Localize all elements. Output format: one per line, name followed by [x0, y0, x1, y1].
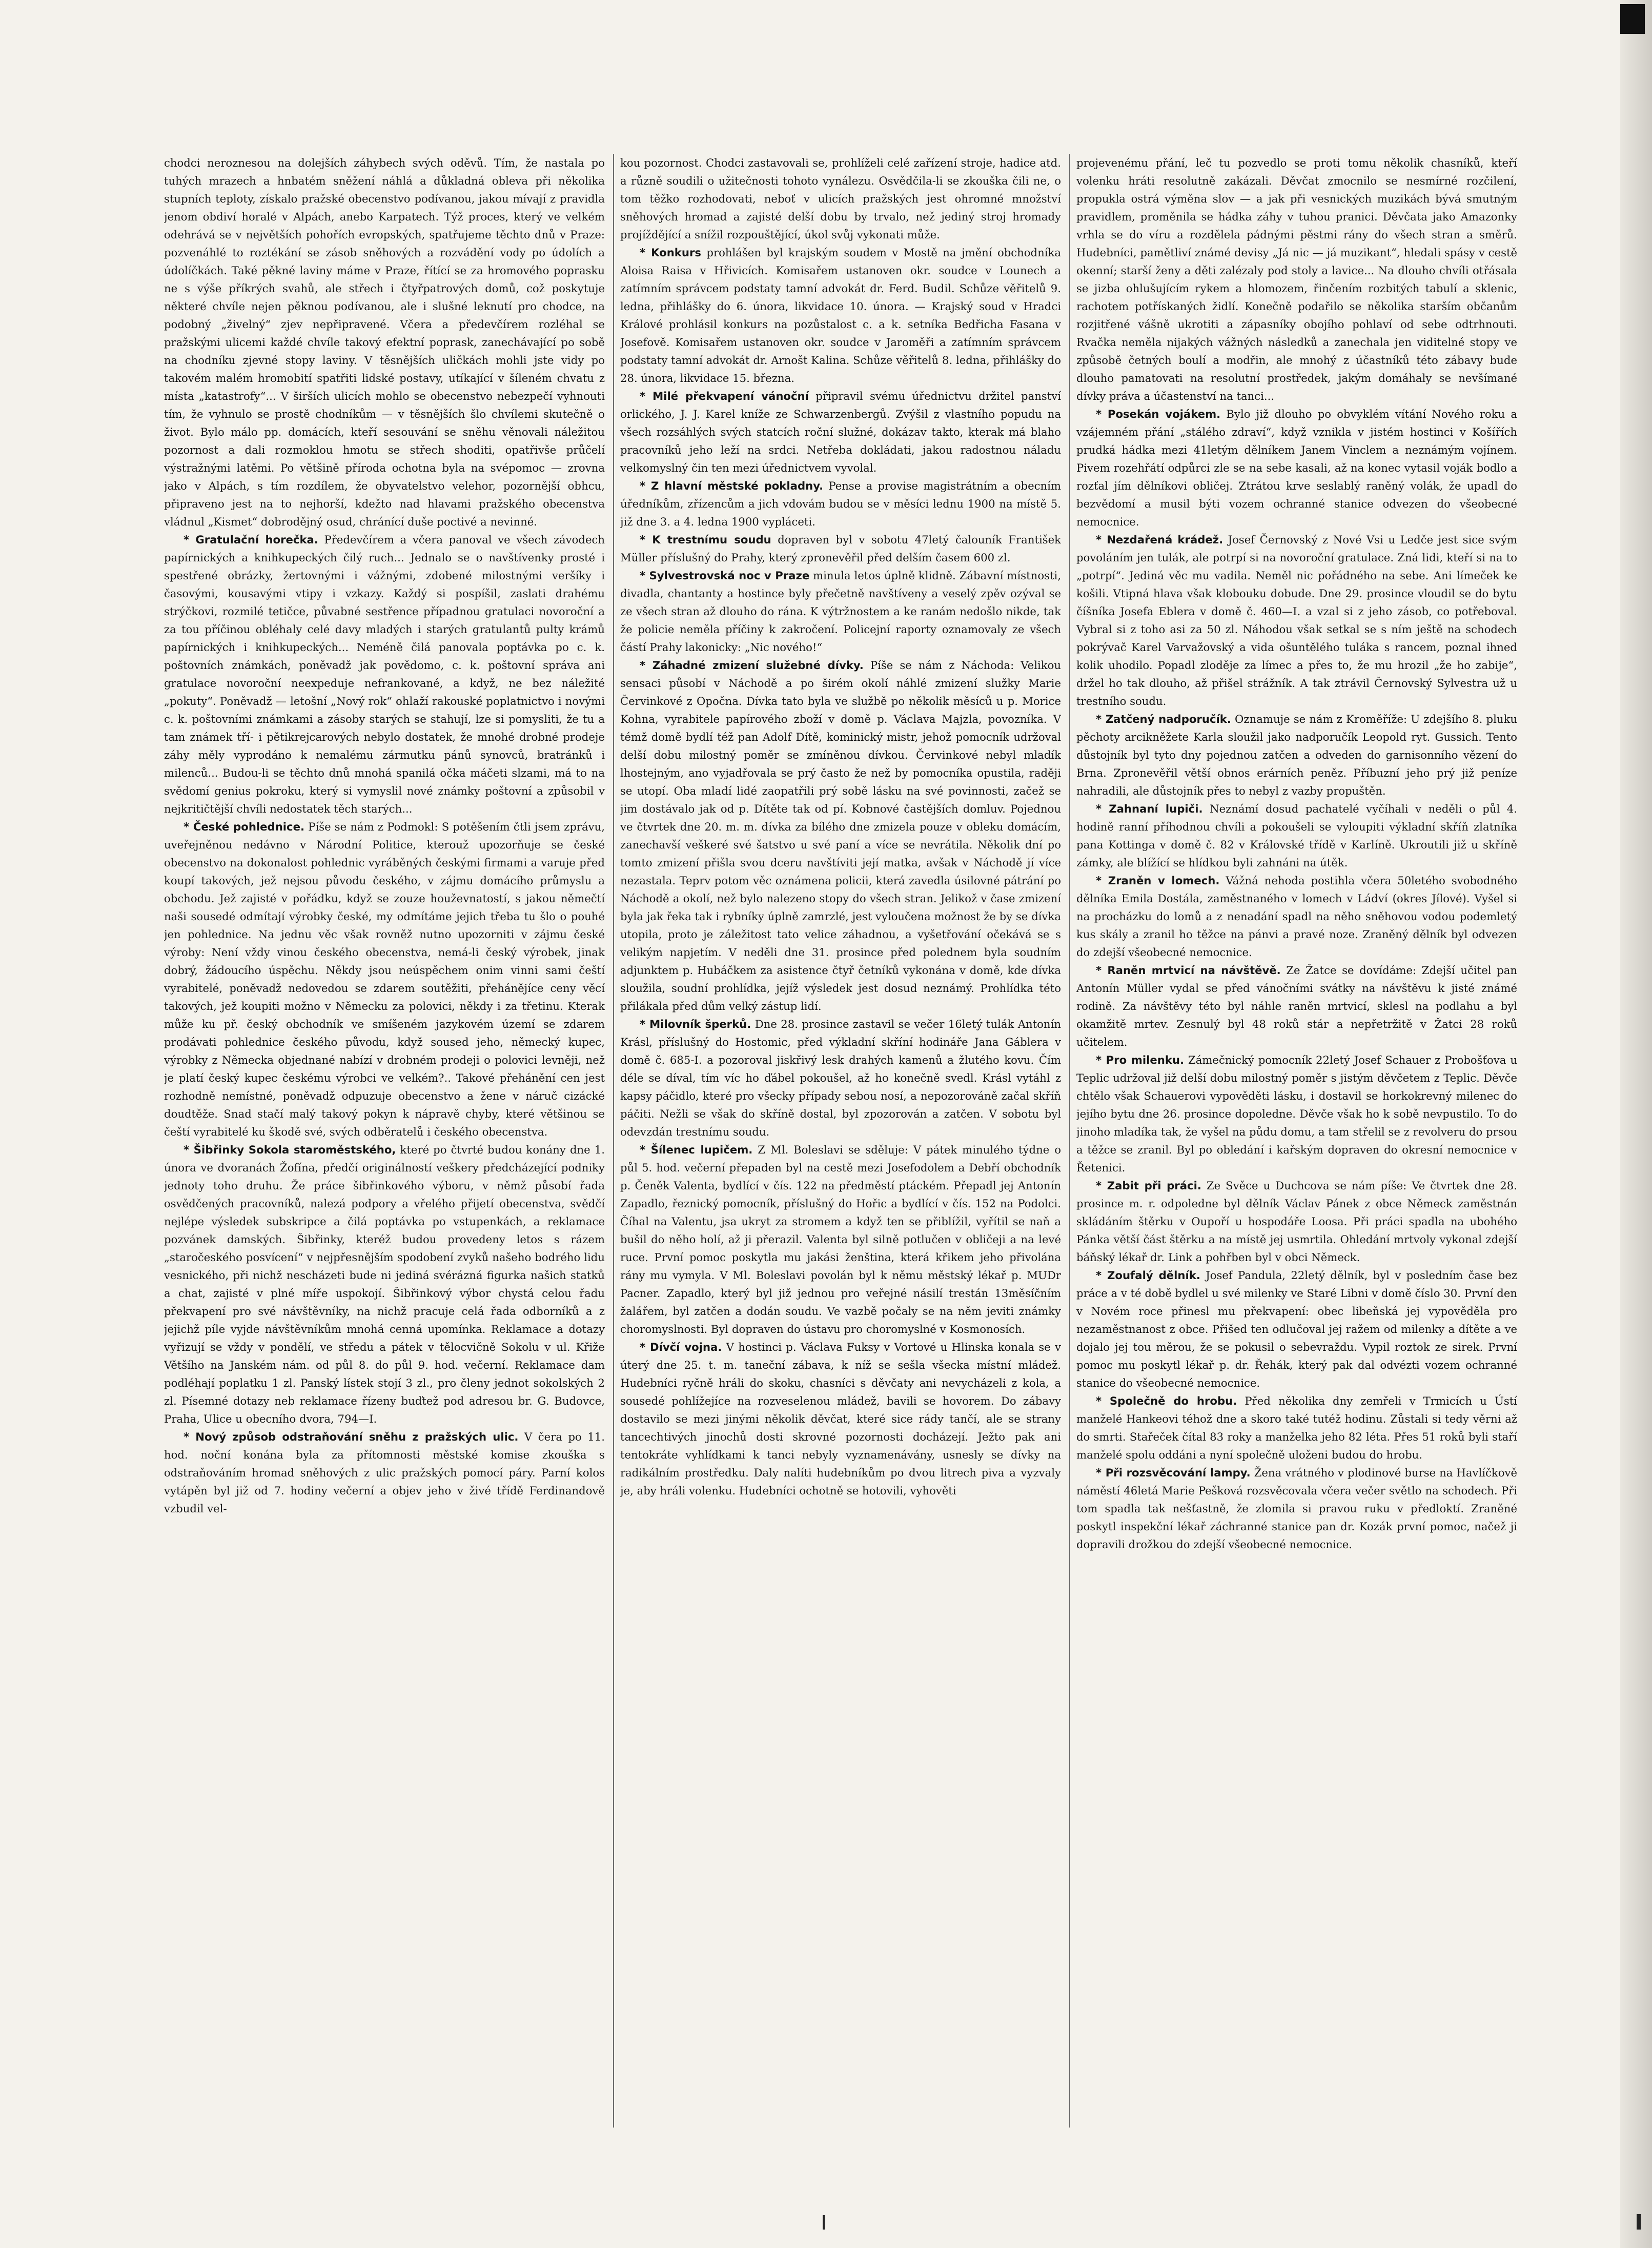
news-item [164, 1428, 605, 1517]
news-item [1076, 531, 1517, 710]
item-headline: * Dívčí vojna. [640, 1341, 722, 1353]
item-body: prohlášen byl krajským soudem v Mostě na jmění obchodníka Aloisa Raisa v Hřivicích. Komisařem ustanoven okr. soudce v Lounech a zatímním správcem podstaty tamní advokát dr. Ferd. Budil. Schůze věřitelů 9. ledna, přihlášky do 6. února, likvidace 10. února. — Krajský soud v Hradci Králové prohlásil konkurs na pozůstalost c. a k. setníka Bedřicha Fasana v Josefově. Komisařem ustanoven okr. soudce v Jaroměři a zatímním správcem podstaty tamní advokát dr. Arnošt Kalina. Schůze věřitelů 8. ledna, přihlášky do 28. února, likvidace 15. března. [620, 246, 1061, 384]
item-headline: * Z hlavní městské pokladny. [640, 479, 824, 492]
news-item [1076, 961, 1517, 1051]
page-edge [1620, 0, 1652, 2248]
item-body: které po čtvrté budou konány dne 1. února ve dvoranách Žofína, předčí originálností veškery předcházející podniky jednoty toho druhu. Že práce šibřinkového výboru, v němž působí řada osvědčených pracovníků, nalezá podpory a vřelého přijetí obecenstva, svědčí nejlépe výsledek subskripce a čilá poptávka po vstupenkách, a reklamace pozvánek damských. Šibřinky, kteréž budou provedeny letos s rázem „staročeského posvícení“ v nejpřesnějším spodobení zvyků našeho bodrého lidu vesnického, při nichž nescházeti bude ni jediná svérázná figurka našich statků a chat, zajisté v plné míře uspokojí. Šibřinkový výbor chystá celou řadu překvapení pro své návštěvníky, na nichž pracuje celá řada odborníků a z jejichž píle vyjde návštěvníkům mnohá cenná upomínka. Reklamace a dotazy vyřizují se vždy v pondělí, ve středu a pátek v tělocvičně Sokolu v ul. Křiže Většího na Janském nám. od půl 8. do půl 9. hod. večerní. Reklamace dam podléhají poplatku 1 zl. Panský lístek stojí 3 zl., pro členy jednot sokolských 2 zl. Písemné dotazy neb reklamace řízeny buďtež pod adresou br. G. Budovce, Praha, Ulice u obecního dvora, 794—I. [164, 1143, 605, 1425]
news-item [620, 1015, 1061, 1141]
newspaper-page [164, 154, 1548, 2128]
continued-text [164, 154, 605, 531]
binding-mark [1637, 2214, 1641, 2230]
item-headline: * Sylvestrovská noc v Praze [640, 569, 810, 582]
continued-text [620, 154, 1061, 244]
item-body: chodci neroznesou na dolejších záhybech svých oděvů. Tím, že nastala po tuhých mrazech a hnbatém sněžení náhlá a důkladná obleva při několika stupních teploty, získalo pražské obecenstvo podívanou, jakou mívají z pravidla jenom obdiví horalé v Alpách, anebo Karpatech. Týž proces, který ve velkém odehrává se v největších pohořích evropských, spatřujeme těchto dnů v Praze: pozvenáhlé to roztékání se zásob sněhových a rozvádění vody po údolích a údolíčkách. Také pěkné laviny máme v Praze, řítící se za hromového poprasku ne s výše příkrých svahů, ale střech i čtyřpatrových domů, což poskytuje některé chvíle nejen pěknou podívanou, ale i slušné leknutí pro chodce, na podobný „živelný“ zjev nepřipravené. Včera a předevčírem rozléhal se pražskými ulicemi každé chvíle takový efektní poprask, zanechávající po sobě na chodníku zjevné stopy laviny. V těsnějších uličkách mohli jste vidy po takovém malém hromobití spatřiti lidské postavy, utíkající v šíleném chvatu z místa „katastrofy“... V širších ulicích mohlo se obecenstvo nebezpečí vyhnouti tím, že vyhnulo se prostě chodníkům — v těsnějších šlo chvílemi skutečně o život. Bylo málo pp. domácích, kteří sesouvání se sněhu věnovali náležitou pozornost a dali rozmoklou hmotu se střech shoditi, opatřivše průčelí výstražnými latěmi. Po většině příroda ochotna byla na svépomoc — zrovna jako v Alpách, s tím rozdílem, že obyvatelstvo velehor, pozornější obhcu, připraveno jest na to nejhorší, kdežto nad hlavami pražského obecenstva vládnul „Kismet“ dobrodějný osud, chránící duše poctivé a nevinné. [164, 156, 605, 528]
item-headline: * Šílenec lupičem. [640, 1143, 753, 1156]
item-body: Z Ml. Boleslavi se sděluje: V pátek minulého týdne o půl 5. hod. večerní přepaden byl na cestě mezi Josefodolem a Debří obchodník p. Čeněk Valenta, bydlící v čís. 122 na předměstí ptáckém. Přepadl jej Antonín Zapadlo, řeznický pomocník, příslušný do Hořic a bydlící v čís. 152 na Podolci. Číhal na Valentu, jsa ukryt za stromem a když ten se přiblížil, vyřítil se naň a bušil do něho holí, až ji přerazil. Valenta byl silně potlučen v obličeji a na levé ruce. První pomoc poskytla mu jakási ženština, která křikem jeho přivolána rány mu vymyla. V Ml. Boleslavi povolán byl k němu městský lékař p. MUDr Pacner. Zapadlo, který byl již jednou pro veřejné násilí trestán 13měsíčním žalářem, byl zatčen a dodán soudu. Ve vazbě počaly se na něm jeviti známky choromyslnosti. Byl dopraven do ústavu pro choromyslné v Kosmonosích. [620, 1143, 1061, 1335]
news-item [620, 531, 1061, 566]
column-2 [620, 154, 1061, 2128]
item-headline: * Šibřinky Sokola staroměstského, [183, 1143, 396, 1156]
news-item [620, 477, 1061, 531]
item-body: Zámečnický pomocník 22letý Josef Schauer z Probošťova u Teplic udržoval již delší dobu milostný poměr s jistým děvčetem z Teplic. Děvče chtělo však Schauerovi vypověděti lásku, i dostavil se horkokrevný milenec do jejího bytu dne 26. prosince dopoledne. Děvče však ho k sobě nevpustilo. To do jinoho mladíka tak, že vyšel na půdu domu, a tam střelil se z revolveru do prsou a těžce se zranil. Byl po obledání i kařským dopraven do okresní nemocnice v Řetenici. [1076, 1054, 1517, 1174]
news-item [1076, 1392, 1517, 1464]
item-body: Před několika dny zemřeli v Trmicích u Ústí manželé Hankeovi téhož dne a skoro také tutéž hodinu. Zůstali si tedy věrni až do smrti. Stařeček čítal 83 roky a manželka jeho 82 léta. Přes 51 roků byli staří manželé spolu oddáni a nyní společně uloženi budou do hrobu. [1076, 1394, 1517, 1461]
item-body: Dne 28. prosince zastavil se večer 16letý tulák Antonín Krásl, příslušný do Hostomic, před výkladní skříní hodináře Jana Gáblera v domě č. 685-I. a pozoroval jiskřivý lesk drahých kamenů a žlutého kovu. Čím déle se díval, tím víc ho ďábel pokoušel, až ho konečně svedl. Krásl vytáhl z kapsy páčidlo, které pro všecky případy sebou nosí, a nepozorováně začal skříň páčiti. Nežli se však do skříně dostal, byl zpozorován a zatčen. V sobotu byl odevzdán trestnímu soudu. [620, 1018, 1061, 1138]
item-body: Předevčírem a včera panoval ve všech závodech papírnických a knihkupeckých čilý ruch... Jednalo se o navštívenky prosté i spestřené obrázky, žertovnými i vážnými, zdobené milostnými veršíky i časovými, kousavými vtipy i vzkazy. Každý si pospíšil, zaslati drahému strýčkovi, rozmilé tetičce, půvabné sestřence případnou gratulaci novoroční a za tou příčinou obléhaly celé davy mladých i starých gratulantů pulty krámů papírnických i knihkupeckých... Neméně čilá panovala poptávka po c. k. poštovních známkách, poněvadž jak povědomo, c. k. poštovní správa ani gratulace novoroční neexpeduje nefrankované, a když, ne bez náležité „pokuty“. Poněvadž — letošní „Nový rok“ ohlaží rakouské poplatnictvo i novými c. k. poštovními známkami a zásoby starých se stahují, lze si pomysliti, že tu a tam známek tří- i pětikrejcarových nebylo dostatek, že mnohé drobné prodeje záhy měly vyprodáno k nemalému zármutku pánů synovců, bratránků i milenců... Budou-li se těchto dnů mnohá spanilá očka máčeti slzami, má to na svědomí genius pokroku, který si vymyslil nové známky poštovní a způsobil v nejkritičtější chvíli nedostatek těch starých... [164, 533, 605, 815]
item-headline: * Nový způsob odstraňování sněhu z pražských ulic. [183, 1430, 519, 1443]
item-headline: * Zahnaní lupiči. [1096, 802, 1203, 815]
item-headline: * Zoufalý dělník. [1096, 1269, 1200, 1282]
item-body: dopraven byl v sobotu 47letý čalouník František Müller příslušný do Prahy, který zpronevěřil před delším časem 600 zl. [620, 533, 1061, 564]
footer-mark [823, 2215, 825, 2230]
item-headline: * Nezdařená krádež. [1096, 533, 1223, 546]
item-headline: * Raněn mrtvicí na návštěvě. [1096, 964, 1281, 977]
item-headline: * Posekán vojákem. [1096, 408, 1221, 420]
item-body: Žena vrátného v plodinové burse na Havlíčkově náměstí 46letá Marie Pešková rozsvěcovala včera večer světlo na schodech. Při tom spadla tak nešťastně, že zlomila si pravou ruku v předloktí. Zraněné poskytl inspekční lékař záchranné stanice pan dr. Kozák první pomoc, načež ji dopravili drožkou do zdejší všeobecné nemocnice. [1076, 1466, 1517, 1551]
item-headline: * K trestnímu soudu [640, 533, 771, 546]
column-rule [1069, 154, 1070, 2128]
item-body: Josef Černovský z Nové Vsi u Ledče jest sice svým povoláním jen tulák, ale potrpí si na novoroční gratulace. Zná lidi, kteří si na to „potrpí“. Jediná věc mu vadila. Neměl nic pořádného na sebe. Ani límeček ke košili. Vtipná hlava však klobouku dobude. Dne 29. prosince vloudil se do bytu číšníka Josefa Eblera v domě č. 460—I. a vzal si z jeho zásob, co potřeboval. Vybral si z toho asi za 50 zl. Náhodou však setkal se s ním ještě na schodech pokrývač Karel Varvažovský a vida ošuntělého tuláka s rancem, poznal ihned kolik uhodilo. Popadl zloděje za límec a přes to, že mu hrozil „že ho zabije“, držel ho tak dlouho, až přišel strážník. A tak ztrávil Černovský Sylvestra už u trestního soudu. [1076, 533, 1517, 707]
news-item [164, 818, 605, 1141]
item-body: Oznamuje se nám z Kroměříže: U zdejšího 8. pluku pěchoty arcikněžete Karla sloužil jako nadporučík Leopold ryt. Gussich. Tento důstojník byl tyto dny pojednou zatčen a odveden do garnisonního vězení do Brna. Zpronevěřil větší obnos erárních peněz. Příbuzní jeho prý již peníze nahradili, ale důstojník přes to nebyl z vazby propuštěn. [1076, 713, 1517, 797]
item-body: Píše se nám z Náchoda: Velikou sensaci působí v Náchodě a po širém okolí náhlé zmizení služky Marie Červinkové z Opočna. Dívka tato byla ve službě po několik měsíců u p. Morice Kohna, vyrabitele papírového zboží v domě p. Václava Majzla, povozníka. V témž domě bydlí též pan Adolf Dítě, kominický mistr, jehož pomocník udržoval delší dobu milostný poměr se zmíněnou dívkou. Červinkové nebyl mladík lhostejným, ano vyjadřovala se prý často že než by pomocníka opustila, raději se utopí. Oba mladí lidé zaopatřili prý sobě lásku na své povinnosti, začež se jim dostávalo jak od p. Dítěte tak od pí. Kobnové častějších domluv. Pojednou ve čtvrtek dne 20. m. m. dívka za bílého dne zmizela pouze v obleku domácím, zanechavší veškeré své šatstvo u své paní a více se nevrátila. Několik dní po tomto zmizení přišla svou dceru navštíviti její matka, avšak v Náchodě jí více nezastala. Teprv potom věc oznámena policii, která zavedla úsilovné pátrání po Náchodě a okolí, než bylo nalezeno stopy do všech stran. Jelikož v čase zmizení byla jak řeka tak i rybníky úplně zamrzlé, jest vyloučena možnost že by se dívka utopila, proto je záležitost tato velice záhadnou, a vyšetřování očekává se s velikým napjetím. V neděli dne 31. prosince před polednem byla soudním adjunktem p. Hubáčkem za asistence čtyř četníků vykonána v domě, kde dívka sloužila, soudní prohlídka, jejíž výsledek jest dosud neznámý. Prohlídka této přilákala před dům velký zástup lidí. [620, 659, 1061, 1012]
column-1 [164, 154, 605, 2128]
news-item [620, 656, 1061, 1015]
item-headline: * Zabit při práci. [1096, 1179, 1201, 1192]
news-item [620, 1141, 1061, 1338]
news-item [620, 1338, 1061, 1500]
item-body: projevenému přání, leč tu pozvedlo se proti tomu několik chasníků, kteří volenku hráti resolutně zakázali. Děvčat zmocnilo se nesmírné rozčilení, propukla ostrá výměna slov — a jak při vesnických muzikách bývá smutným pravidlem, proměnila se hádka záhy v tuhou pranici. Děvčata jako Amazonky vrhla se do víru a rozdělela pádnými pěstmi rány do všech stran a směrů. Hudebníci, pamětliví známé devisy „Já nic — já muzikant“, hledali spásy v cestě okenní; starší ženy a děti zalézaly pod stoly a lavice... Na dlouho chvíli otřásala se jizba ohlušujícím rykem a hlomozem, řinčením rozbitých tabulí a sklenic, rachotem potřískaných židlí. Konečně podařilo se několika starším občanům rozjitřené vášně ukrotiti a zápasníky obojího pohlaví od sebe odtrhnouti. Rvačka neměla nijakých vážných následků a zanechala jen viditelné stopy ve způsobě četných boulí a modřin, ale mnohý z účastníků této zábavy bude dlouho pamatovati na resolutní prostředek, jakým domáhaly se nevšímané dívky práva a účastenství na tanci... [1076, 156, 1517, 402]
news-item [1076, 1051, 1517, 1177]
item-headline: * Zraněn v lomech. [1096, 874, 1220, 887]
news-item [1076, 1177, 1517, 1266]
news-item [620, 566, 1061, 656]
item-body: Vážná nehoda postihla včera 50letého svobodného dělníka Emila Dostála, zaměstnaného v lomech v Ládví (okres Jílové). Vyšel si na procházku do lomů a z nenadání spadl na něho sněhovou vodou podemletý kus skály a zranil ho těžce na pánvi a pravé noze. Zraněný dělník byl odvezen do zdejší všeobecné nemocnice. [1076, 874, 1517, 959]
item-body: Pense a provise magistrátním a obecním úředníkům, zřízencům a jich vdovám budou se v měsíci lednu 1900 na místě 5. již dne 3. a 4. ledna 1900 vypláceti. [620, 479, 1061, 528]
item-body: Josef Pandula, 22letý dělník, byl v posledním čase bez práce a v té době bydlel u své milenky ve Staré Libni v domě číslo 30. První den v Novém roce přinesl mu překvapení: obec libeňská jej vypověděla pro nezaměstnanost z obce. Přišed ten odlučoval jej ražem od milenky a dítěte a ve dojalo jej tou měrou, že se pokusil o sebevraždu. Vypil roztok ze sirek. První pomoc mu poskytl lékař p. dr. Řehák, který pak dal odvézti vozem ochranné stanice do všeobecné nemocnice. [1076, 1269, 1517, 1389]
item-headline: * Gratulační horečka. [183, 533, 318, 546]
item-body: V hostinci p. Václava Fuksy v Vortové u Hlinska konala se v úterý dne 25. t. m. taneční zábava, k níž se sešla všecka místní mládež. Hudebníci ryčně hráli do skoku, chasníci s děvčaty ani nevycházeli z kola, a sousedé pohlížejíce na rozveselenou mládež, bavili se hovorem. Do zábavy dostavilo se mezi jinými několik děvčat, které sice rády tančí, ale se strany tancechtivých jinochů dosti skrovné pozornosti docházejí. Ježto pak ani tentokráte vyhlídkami k tanci nebyly vyznamenávány, usnesly se dívky na radikálním prostředku. Daly nalíti hudebníkům po dvou litrech piva a vyzvaly je, aby hráli volenku. Hudebníci ochotně se hotovili, vyhověti [620, 1341, 1061, 1497]
item-body: minula letos úplně klidně. Zábavní místnosti, divadla, chantanty a hostince byly přečetně navštíveny a veselý zpěv ozýval se ze všech stran až dlouho do rána. K výtržnostem a ke ranám nedošlo nikde, tak že policie neměla příčiny k zakročení. Policejní raporty oznamovaly ze všech částí Prahy lakonicky: „Nic nového!“ [620, 569, 1061, 654]
item-headline: * Záhadné zmizení služebné dívky. [640, 659, 864, 672]
news-item [1076, 872, 1517, 961]
item-headline: * Pro milenku. [1096, 1054, 1185, 1066]
item-body: Ze Žatce se dovídáme: Zdejší učitel pan Antonín Müller vydal se před vánočními svátky na návštěvu k jisté známé rodině. Za návštěvy této byl náhle raněn mrtvicí, sklesl na podlahu a byl okamžitě mrtev. Zesnulý byl 48 roků stár a nepřetržitě v Žatci 28 roků učitelem. [1076, 964, 1517, 1048]
item-body: kou pozornost. Chodci zastavovali se, prohlíželi celé zařízení stroje, hadice atd. a různě soudili o užitečnosti tohoto vynálezu. Osvědčila-li se zkouška čili ne, o tom těžko rozhodovati, neboť v ulicích pražských jest ohromné množství sněhových hromad a zajisté delší dobu by trvalo, než jediný stroj hromady projíždějící a snížil rozpouštějící, úkol svůj vykonati může. [620, 156, 1061, 241]
item-headline: * Při rozsvěcování lampy. [1096, 1466, 1251, 1479]
news-item [1076, 1266, 1517, 1392]
item-body: připravil svému úřednictvu držitel panství orlického, J. J. Karel kníže ze Schwarzenbergů. Zvýšil z vlastního popudu na všech rozsáhlých svých statcích roční služné, dokázav takto, kterak má blaho pracovníků jeho leží na srdci. Netřeba dokládati, jakou radostnou náladu velkomyslný čin ten mezi úřednictvem vyvolal. [620, 390, 1061, 474]
news-item [1076, 405, 1517, 531]
item-headline: * České pohlednice. [183, 820, 305, 833]
item-body: Píše se nám z Podmokl: S potěšením čtli jsem zprávu, uveřejněnou nedávno v Národní Politice, kterouž upozorňuje se české obecenstvo na dokonalost pohlednic vyráběných českými firmami a varuje před koupí takových, jež nejsou původu českého, v zájmu domácího průmyslu a obchodu. Jež zajisté v pořádku, když se zouze houževnatostí, s jakou němečtí naši sousedé odmítají výrobky české, my odmítáme jejich třeba tu šlo o pouhé jen pohlednice. Na jednu věc však rovněž nutno upozorniti v zájmu české výroby: Není vždy vinou českého obecenstva, nemá-li český výrobek, jinak dobrý, žádoucího úspěchu. Někdy jsou neúspěchem onim vinni sami čeští vyrabitelé, poněvadž nedovedou se zdarem soutěžiti, přehánějíce ceny věcí takových, jež koupiti možno v Německu za polovici, někdy i za třetinu. Kterak může ku př. český obchodník ve smíšeném jazykovém území se zdarem prodávati pohlednice českého původu, když soused jeho, německý kupec, výrobky z Německa objednané nabízí v drobném prodeji o polovici levněji, než je platí český kupec českému výrobci ve velkém?.. Takové přehánění cen jest rozhodně nemístné, poněvadž odpuzuje obecenstvo a žene v náruč cizácké doudtěže. Snad stačí malý takový pokyn k nápravě chyby, které většinou se čeští vyrabitelé ku škodě své, svých odběratelů i českého obecenstva. [164, 820, 605, 1138]
corner-mark [1620, 4, 1645, 34]
item-body: Bylo již dlouho po obvyklém vítání Nového roku a vzájemném přání „stálého zdraví“, když vznikla v jistém hostinci v Košířích prudká hádka mezi 41letým dělníkem Janem Vinclem a neznámým vojínem. Pivem rozehřátí odpůrci zle se na sebe kasali, až na konec vytasil voják bodlo a rozťal jím dělníkovi obličej. Ztrátou krve seslablý raněný volák, že upadl do bezvědomí a musil býti vozem ochranné stanice odvezen do všeobecné nemocnice. [1076, 408, 1517, 528]
news-item [620, 244, 1061, 387]
news-item [164, 531, 605, 818]
item-headline: * Zatčený nadporučík. [1096, 713, 1231, 725]
news-item [164, 1141, 605, 1428]
news-item [1076, 1464, 1517, 1553]
column-3 [1076, 154, 1517, 2128]
column-rule [613, 154, 614, 2128]
item-headline: * Konkurs [640, 246, 702, 259]
item-body: Ze Svěce u Duchcova se nám píše: Ve čtvrtek dne 28. prosince m. r. odpoledne byl dělník Václav Pánek z obce Německ zaměstnán skládáním štěrku v Oupoří u hospodáře Loosa. Při práci spadla na ubohého Pánka větší část štěrku a na místě jej usmrtila. Ohledání mrtvoly vykonal zdejší báňský lékař dr. Link a pohřben byl v obci Německ. [1076, 1179, 1517, 1264]
item-body: Neznámí dosud pachatelé vyčíhali v neděli o půl 4. hodině ranní příhodnou chvíli a pokoušeli se vyloupiti výkladní skříň zlatníka pana Kottinga v domě č. 82 v Královské třídě v Karlíně. Ukroutili již u skříně zámky, ale blížící se hlídkou byli zahnáni na útěk. [1076, 802, 1517, 869]
item-headline: * Milé překvapení vánoční [640, 390, 809, 402]
news-item [1076, 710, 1517, 800]
news-item [620, 387, 1061, 477]
item-headline: * Milovník šperků. [640, 1018, 751, 1030]
news-item [1076, 800, 1517, 872]
item-headline: * Společně do hrobu. [1096, 1394, 1237, 1407]
continued-text [1076, 154, 1517, 405]
item-body: V čera po 11. hod. noční konána byla za přítomnosti městské komise zkouška s odstraňováním hromad sněhových z ulic pražských pomocí páry. Parní kolos vytápěn byl již od 7. hodiny večerní a objev jeho v živé třídě Ferdinandově vzbudil vel- [164, 1430, 605, 1515]
